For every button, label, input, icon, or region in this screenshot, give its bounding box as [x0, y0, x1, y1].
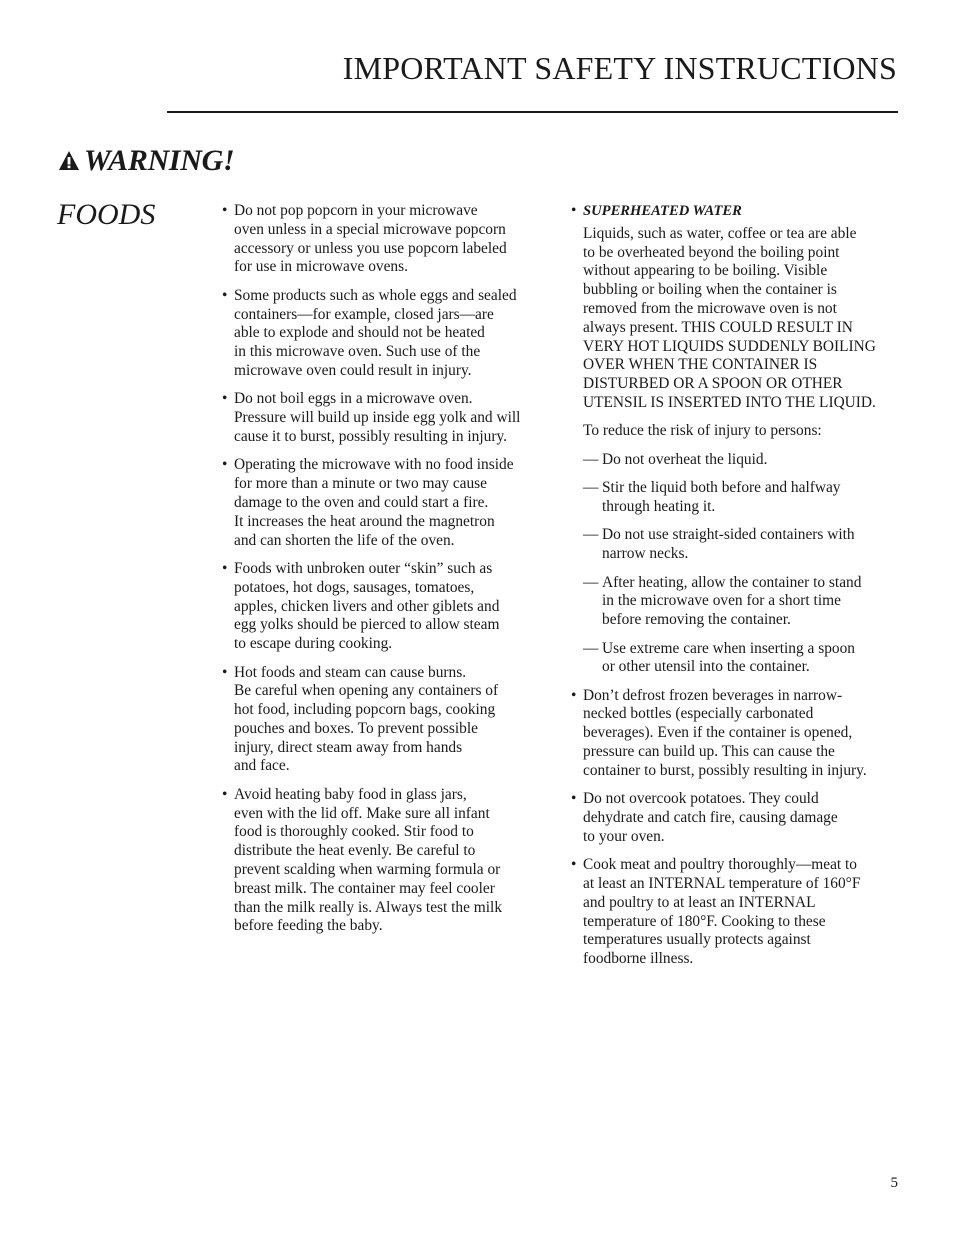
right-column [571, 202, 906, 979]
text-line: to your oven. [583, 827, 665, 845]
text-line: Be careful when opening any containers of [234, 682, 499, 700]
text-line: damage to the oven and could start a fire. [234, 493, 489, 511]
text-line: pressure can build up. This can cause the [583, 743, 835, 761]
text-line: narrow necks. [602, 545, 689, 563]
bullet-marker: • [571, 856, 577, 874]
text-line: accessory or unless you use popcorn labeled [234, 239, 507, 257]
text-line: UTENSIL IS INSERTED INTO THE LIQUID. [583, 393, 876, 411]
text-line: temperature of 180°F. Cooking to these [583, 912, 826, 930]
dash-marker: — [583, 450, 599, 468]
text-line: at least an INTERNAL temperature of 160°F [583, 875, 861, 893]
dash-item-text [602, 574, 906, 630]
text-line: hot food, including popcorn bags, cooking [234, 701, 496, 719]
text-line: and face. [234, 757, 290, 775]
dash-list-item [571, 479, 906, 517]
list-item [222, 390, 552, 446]
text-line: food is thoroughly cooked. Stir food to [234, 823, 474, 841]
text-line: microwave oven could result in injury. [234, 361, 472, 379]
text-line: beverages). Even if the container is opened, [583, 724, 853, 742]
list-item-text [583, 856, 906, 969]
text-line: Operating the microwave with no food inside [234, 456, 514, 474]
text-line: or other utensil into the container. [602, 658, 810, 676]
text-line: Hot foods and steam can cause burns. [234, 663, 467, 681]
text-line: bubbling or boiling when the container is [583, 281, 837, 299]
text-line: Pressure will build up inside egg yolk and will [234, 409, 521, 427]
text-line: distribute the heat evenly. Be careful to [234, 842, 476, 860]
text-line: Do not overheat the liquid. [602, 450, 768, 468]
section-title: FOODS [57, 198, 156, 231]
list-item-text [234, 664, 552, 777]
text-line: Liquids, such as water, coffee or tea are able [583, 224, 857, 242]
text-line: temperatures usually protects against [583, 931, 811, 949]
text-line: egg yolks should be pierced to allow steam [234, 616, 500, 634]
text-line: and poultry to at least an INTERNAL [583, 893, 816, 911]
dash-list-item [571, 640, 906, 678]
dash-list-item [571, 574, 906, 630]
superheated-water-item [571, 202, 906, 221]
text-line: removed from the microwave oven is not [583, 299, 837, 317]
text-line: DISTURBED OR A SPOON OR OTHER [583, 375, 843, 393]
list-item-text [234, 456, 552, 550]
dash-list-item [571, 451, 906, 470]
warning-label: WARNING! [84, 144, 235, 177]
list-item [571, 856, 906, 969]
dash-marker: — [583, 526, 599, 544]
warning-triangle-icon [58, 150, 80, 172]
superheated-water-paragraph [571, 225, 906, 413]
dash-item-text [602, 526, 906, 564]
text-line: container to burst, possibly resulting in injury. [583, 761, 867, 779]
text-line: and can shorten the life of the oven. [234, 531, 455, 549]
list-item-text [234, 560, 552, 654]
text-line: prevent scalding when warming formula or [234, 861, 501, 879]
text-line: through heating it. [602, 497, 716, 515]
text-line: for more than a minute or two may cause [234, 475, 488, 493]
left-column [222, 202, 552, 946]
list-item [571, 687, 906, 781]
text-line: oven unless in a special microwave popcorn [234, 220, 506, 238]
right-bullet-list [571, 687, 906, 969]
text-line: able to explode and should not be heated [234, 324, 485, 342]
superheated-water-heading: SUPERHEATED WATER [583, 203, 742, 219]
text-line: without appearing to be boiling. Visible [583, 262, 828, 280]
text-line: even with the lid off. Make sure all infant [234, 804, 490, 822]
dash-list [571, 451, 906, 677]
dash-item-text [602, 640, 906, 678]
list-item [222, 664, 552, 777]
bullet-marker: • [571, 686, 577, 704]
dash-list-item [571, 526, 906, 564]
list-item-text [234, 287, 552, 381]
page-title: IMPORTANT SAFETY INSTRUCTIONS [342, 50, 897, 86]
text-line: Use extreme care when inserting a spoon [602, 639, 855, 657]
text-line: Avoid heating baby food in glass jars, [234, 785, 467, 803]
text-line: Stir the liquid both before and halfway [602, 479, 841, 497]
bullet-marker: • [222, 456, 228, 474]
bullet-marker: • [222, 390, 228, 408]
text-line: potatoes, hot dogs, sausages, tomatoes, [234, 578, 475, 596]
list-item-text [234, 202, 552, 277]
text-line: to escape during cooking. [234, 635, 393, 653]
dash-item-text [602, 451, 906, 470]
text-line: in the microwave oven for a short time [602, 592, 841, 610]
warning-heading [58, 144, 234, 178]
bullet-marker: • [571, 790, 577, 808]
text-line: Foods with unbroken outer “skin” such as [234, 559, 493, 577]
text-line: for use in microwave ovens. [234, 258, 408, 276]
list-item-text [583, 790, 906, 846]
text-line: Some products such as whole eggs and sealed [234, 286, 517, 304]
text-line: to be overheated beyond the boiling point [583, 243, 840, 261]
list-item-text [583, 687, 906, 781]
text-line: After heating, allow the container to stand [602, 573, 862, 591]
list-item [222, 456, 552, 550]
text-line: It increases the heat around the magnetron [234, 512, 495, 530]
text-line: OVER WHEN THE CONTAINER IS [583, 356, 818, 374]
text-line: injury, direct steam away from hands [234, 738, 463, 756]
text-line: Do not overcook potatoes. They could [583, 790, 819, 808]
text-line: containers—for example, closed jars—are [234, 305, 494, 323]
text-line: in this microwave oven. Such use of the [234, 343, 481, 361]
bullet-marker: • [571, 202, 577, 219]
reduce-risk-intro: To reduce the risk of injury to persons: [583, 422, 822, 440]
dash-marker: — [583, 639, 599, 657]
text-line: Cook meat and poultry thoroughly—meat to [583, 856, 857, 874]
text-line: VERY HOT LIQUIDS SUDDENLY BOILING [583, 337, 876, 355]
dash-marker: — [583, 479, 599, 497]
bullet-marker: • [222, 202, 228, 219]
bullet-marker: • [222, 785, 228, 803]
text-line: breast milk. The container may feel cooler [234, 879, 495, 897]
bullet-marker: • [222, 286, 228, 304]
text-line: apples, chicken livers and other giblets and [234, 597, 500, 615]
list-item-text [234, 786, 552, 936]
text-line: Do not use straight-sided containers with [602, 526, 855, 544]
bullet-marker: • [222, 663, 228, 681]
list-item [222, 560, 552, 654]
text-line: foodborne illness. [583, 950, 694, 968]
text-line: necked bottles (especially carbonated [583, 705, 814, 723]
list-item [222, 786, 552, 936]
list-item [222, 202, 552, 277]
text-line: Don’t defrost frozen beverages in narrow- [583, 686, 843, 704]
list-item-text [234, 390, 552, 446]
list-item [222, 287, 552, 381]
text-line: before removing the container. [602, 611, 791, 629]
bullet-marker: • [222, 559, 228, 577]
dash-item-text [602, 479, 906, 517]
text-line: than the milk really is. Always test the milk [234, 898, 503, 916]
header-divider [167, 111, 898, 113]
text-line: pouches and boxes. To prevent possible [234, 719, 478, 737]
text-line: Do not pop popcorn in your microwave [234, 202, 478, 219]
text-line: cause it to burst, possibly resulting in injury. [234, 427, 508, 445]
dash-marker: — [583, 573, 599, 591]
text-line: before feeding the baby. [234, 917, 383, 935]
text-line: dehydrate and catch fire, causing damage [583, 809, 838, 827]
list-item [571, 790, 906, 846]
page-number: 5 [890, 1175, 898, 1191]
text-line: Do not boil eggs in a microwave oven. [234, 390, 473, 408]
text-line: always present. THIS COULD RESULT IN [583, 318, 853, 336]
